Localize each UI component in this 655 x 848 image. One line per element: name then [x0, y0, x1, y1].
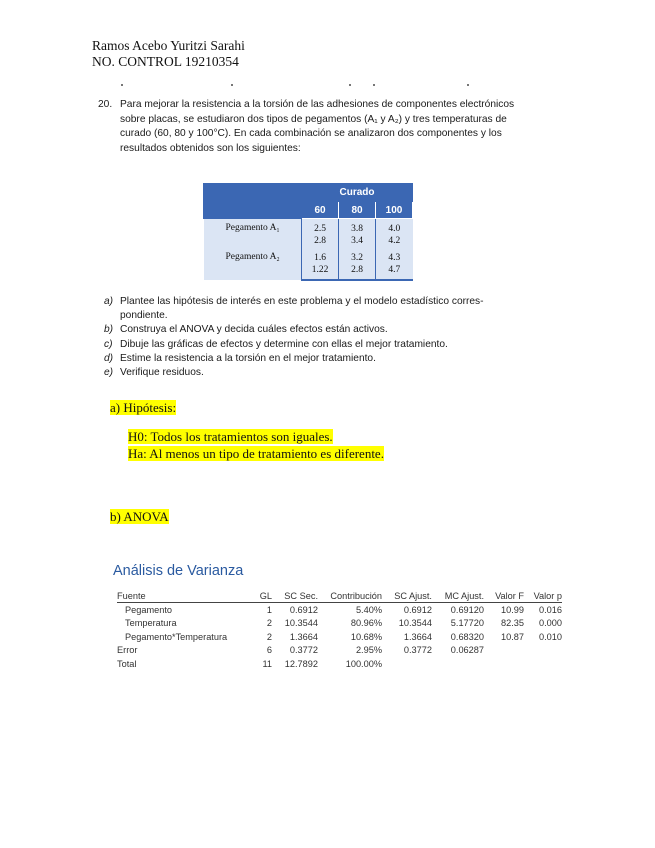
anova-row — [117, 644, 562, 657]
anova-cell: 0.010 — [539, 631, 562, 642]
question-item — [104, 338, 484, 352]
question-item — [104, 323, 484, 337]
section-a-heading — [110, 400, 176, 416]
anova-cell: 11 — [262, 658, 272, 669]
anova-cell: 0.016 — [539, 605, 562, 616]
anova-cell: 10.99 — [501, 605, 524, 616]
row-label: Pegamento A₂ — [204, 250, 302, 280]
question-text: Construya el ANOVA y decida cuáles efectos están activos. — [120, 324, 388, 336]
anova-cell: 12.7892 — [284, 658, 318, 669]
question-text: Verifique residuos. — [120, 367, 204, 379]
table-cell: 2.5 — [302, 219, 339, 236]
question-item — [104, 295, 484, 309]
anova-cell: 80.96% — [350, 618, 382, 629]
anova-cell: 82.35 — [501, 618, 524, 629]
anova-cell: 0.3772 — [289, 645, 318, 656]
author-name: Ramos Acebo Yuritzi Sarahi — [92, 38, 245, 53]
table-cell: 4.3 — [376, 250, 413, 264]
anova-cell — [524, 657, 562, 670]
anova-cell: 2 — [266, 618, 272, 629]
table-cell: 3.4 — [339, 235, 376, 250]
anova-source: Temperatura — [125, 618, 177, 629]
problem-number: 20. — [98, 99, 113, 110]
anova-cell: 2 — [266, 631, 272, 642]
anova-cell: 0.6912 — [403, 605, 432, 616]
question-letter: c) — [104, 338, 113, 350]
anova-cell: 10.87 — [501, 631, 524, 642]
problem-line: Para mejorar la resistencia a la torsión de las adhesiones de componentes electrónicos — [120, 99, 515, 110]
anova-row — [117, 630, 562, 643]
anova-cell: 0.06287 — [450, 645, 484, 656]
table-cell: 3.8 — [339, 219, 376, 236]
problem-line: resultados obtenidos son los siguientes: — [120, 142, 301, 154]
anova-source: Pegamento — [125, 605, 172, 616]
anova-cell: 10.3544 — [398, 618, 432, 629]
anova-cell — [524, 644, 562, 657]
scan-artifact-dots — [121, 84, 471, 88]
table-cell: 4.2 — [376, 235, 413, 250]
anova-header: GL — [250, 589, 272, 603]
table-cell: 4.0 — [376, 219, 413, 236]
problem-statement — [98, 98, 518, 156]
anova-cell: 10.3544 — [284, 618, 318, 629]
temp-header: 80 — [339, 202, 376, 219]
anova-cell: 5.17720 — [450, 618, 484, 629]
question-item — [104, 366, 484, 380]
table-cell: 1.6 — [302, 250, 339, 264]
temp-header: 100 — [376, 202, 413, 219]
section-b-heading — [110, 509, 169, 525]
table-cell: 2.8 — [339, 264, 376, 280]
anova-cell — [382, 657, 432, 670]
anova-cell: 0.3772 — [403, 645, 432, 656]
document-header — [92, 38, 245, 70]
table-cell: 2.8 — [302, 235, 339, 250]
anova-cell: 5.40% — [355, 605, 382, 616]
hypothesis-heading: a) Hipótesis: — [110, 400, 177, 415]
anova-header: SC Sec. — [272, 589, 318, 603]
anova-header: Contribución — [318, 589, 382, 603]
anova-cell: 0.69120 — [450, 605, 484, 616]
anova-cell: 6 — [266, 645, 272, 656]
table-corner — [204, 184, 302, 219]
question-text: Dibuje las gráficas de efectos y determine con ellas el mejor tratamiento. — [120, 338, 448, 350]
anova-row — [117, 657, 562, 670]
problem-line: sobre placas, se estudiaron dos tipos de pegamentos (A₁ y A₂) y tres temperaturas de — [120, 113, 507, 125]
anova-cell: 0.6912 — [289, 605, 318, 616]
question-letter: d) — [104, 352, 114, 364]
question-item — [104, 352, 484, 366]
question-letter: b) — [104, 324, 114, 336]
anova-cell: 0.68320 — [450, 631, 484, 642]
problem-line: curado (60, 80 y 100°C). En cada combinación se analizaron dos componentes y los — [120, 128, 502, 139]
anova-cell — [484, 644, 524, 657]
curado-header: Curado — [302, 184, 413, 202]
anova-source: Pegamento*Temperatura — [125, 631, 228, 642]
anova-cell: 2.95% — [355, 645, 382, 656]
row-label: Pegamento A₁ — [204, 219, 302, 251]
anova-header: SC Ajust. — [382, 589, 432, 603]
table-cell: 1.22 — [302, 264, 339, 280]
question-text: Plantee las hipótesis de interés en este problema y el modelo estadístico corres- — [120, 296, 484, 307]
question-letter: e) — [104, 367, 114, 379]
anova-heading: b) ANOVA — [110, 509, 169, 524]
anova-cell: 100.00% — [345, 658, 382, 669]
anova-cell: 1.3664 — [403, 631, 432, 642]
anova-header: Fuente — [117, 589, 250, 603]
anova-cell — [432, 657, 484, 670]
question-text: Estime la resistencia a la torsión en el mejor tratamiento. — [120, 352, 376, 364]
anova-source: Error — [117, 645, 138, 656]
null-hypothesis: H0: Todos los tratamientos son iguales. — [128, 429, 333, 444]
hypotheses — [128, 428, 384, 462]
anova-cell: 1 — [266, 605, 272, 616]
temp-header: 60 — [302, 202, 339, 219]
anova-source: Total — [117, 658, 137, 669]
control-number: NO. CONTROL 19210354 — [92, 54, 239, 69]
table-cell: 4.7 — [376, 264, 413, 280]
question-letter: a) — [104, 296, 114, 307]
anova-row — [117, 617, 562, 630]
anova-title: Análisis de Varianza — [113, 563, 244, 579]
anova-cell: 1.3664 — [289, 631, 318, 642]
anova-cell — [484, 657, 524, 670]
anova-table — [117, 589, 562, 670]
anova-cell: 0.000 — [539, 618, 562, 629]
question-list — [104, 295, 484, 380]
anova-row — [117, 603, 562, 617]
anova-header: MC Ajust. — [432, 589, 484, 603]
anova-header: Valor p — [524, 589, 562, 603]
table-cell: 3.2 — [339, 250, 376, 264]
data-table — [203, 183, 413, 281]
alternative-hypothesis: Ha: Al menos un tipo de tratamiento es diferente. — [128, 446, 384, 461]
anova-cell: 10.68% — [350, 631, 382, 642]
question-item — [104, 309, 484, 323]
anova-header: Valor F — [484, 589, 524, 603]
question-text: pondiente. — [120, 310, 168, 322]
